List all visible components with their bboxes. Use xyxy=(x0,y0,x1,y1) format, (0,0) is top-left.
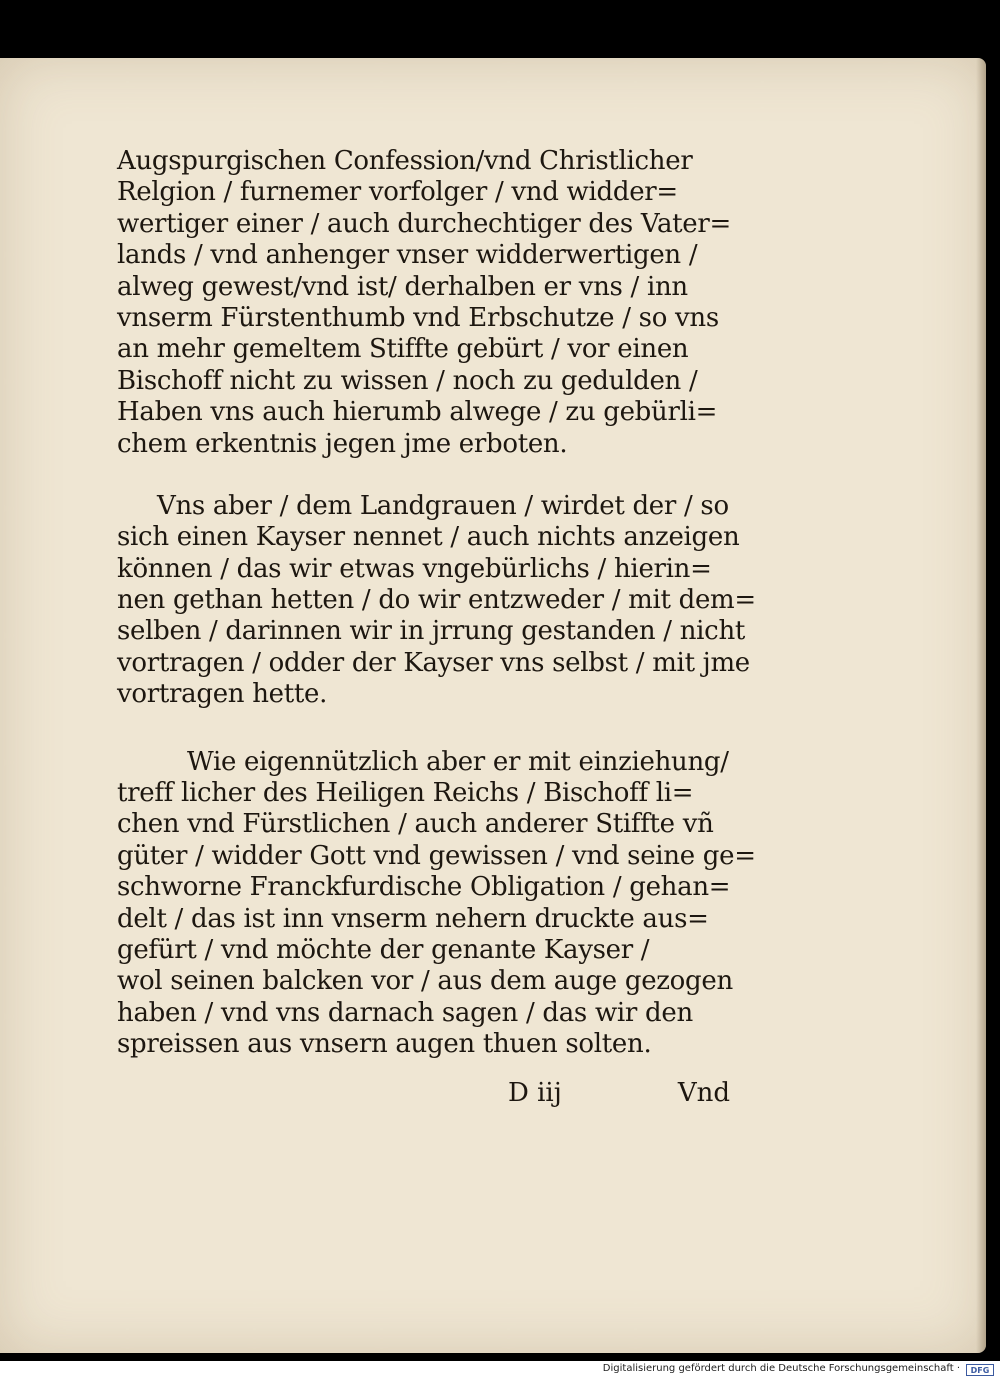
page-footer-line xyxy=(500,1078,740,1118)
text-line: Augspurgischen Confession/vnd Christlicher xyxy=(117,146,693,176)
signature-mark: D iij xyxy=(508,1078,562,1108)
text-line: nen gethan hetten / do wir entzweder / mit dem= xyxy=(117,585,756,616)
text-line: an mehr gemeltem Stiffte gebürt / vor einen xyxy=(117,334,689,365)
text-line: chen vnd Fürstlichen / auch anderer Stiffte vñ xyxy=(117,809,714,840)
paragraph-1 xyxy=(117,146,747,460)
funding-footer xyxy=(0,1361,1000,1380)
text-line: Relgion / furnemer vorfolger / vnd widder= xyxy=(117,177,678,208)
text-line: vortragen hette. xyxy=(117,679,328,710)
text-line: delt / das ist inn vnserm nehern druckte aus= xyxy=(117,903,709,934)
catchword: Vnd xyxy=(677,1078,730,1108)
text-line: treff licher des Heiligen Reichs / Bischoff li= xyxy=(117,778,694,809)
dfg-logo: DFG xyxy=(966,1364,994,1376)
text-line: Haben vns auch hierumb alwege / zu gebürli= xyxy=(117,397,718,428)
book-page xyxy=(0,58,986,1353)
paragraph-2 xyxy=(117,490,756,711)
text-line: schworne Franckfurdische Obligation / gehan= xyxy=(117,872,731,903)
text-line: Bischoff nicht zu wissen / noch zu gedulden / xyxy=(117,365,698,396)
text-line: güter / widder Gott vnd gewissen / vnd seine ge= xyxy=(117,840,756,871)
text-line: spreissen aus vnsern augen thuen solten. xyxy=(117,1029,652,1060)
text-line: chem erkentnis jegen jme erboten. xyxy=(117,428,568,459)
text-line: Wie eigennützlich aber er mit einziehung/ xyxy=(187,746,729,777)
text-line: vortragen / odder der Kayser vns selbst / mit jme xyxy=(117,647,750,678)
text-line: selben / darinnen wir in jrrung gestanden / nicht xyxy=(117,616,746,647)
text-line: gefürt / vnd möchte der genante Kayser / xyxy=(117,934,650,965)
text-line: sich einen Kayser nennet / auch nichts anzeigen xyxy=(117,522,740,553)
text-line: können / das wir etwas vngebürlichs / hierin= xyxy=(117,553,712,584)
text-line: vnserm Fürstenthumb vnd Erbschutze / so vns xyxy=(117,302,719,333)
text-line: wertiger einer / auch durchechtiger des Vater= xyxy=(117,208,732,239)
text-line: lands / vnd anhenger vnser widderwertigen / xyxy=(117,240,698,271)
paragraph-3 xyxy=(117,746,756,1061)
funding-credit: Digitalisierung gefördert durch die Deutsche Forschungsgemeinschaft · xyxy=(602,1363,960,1374)
text-line: wol seinen balcken vor / aus dem auge gezogen xyxy=(117,966,733,997)
body-text xyxy=(117,146,756,1061)
text-line: alweg gewest/vnd ist/ derhalben er vns / inn xyxy=(117,271,688,302)
text-line: Vns aber / dem Landgrauen / wirdet der / so xyxy=(157,490,729,521)
text-line: haben / vnd vns darnach sagen / das wir den xyxy=(117,997,693,1028)
